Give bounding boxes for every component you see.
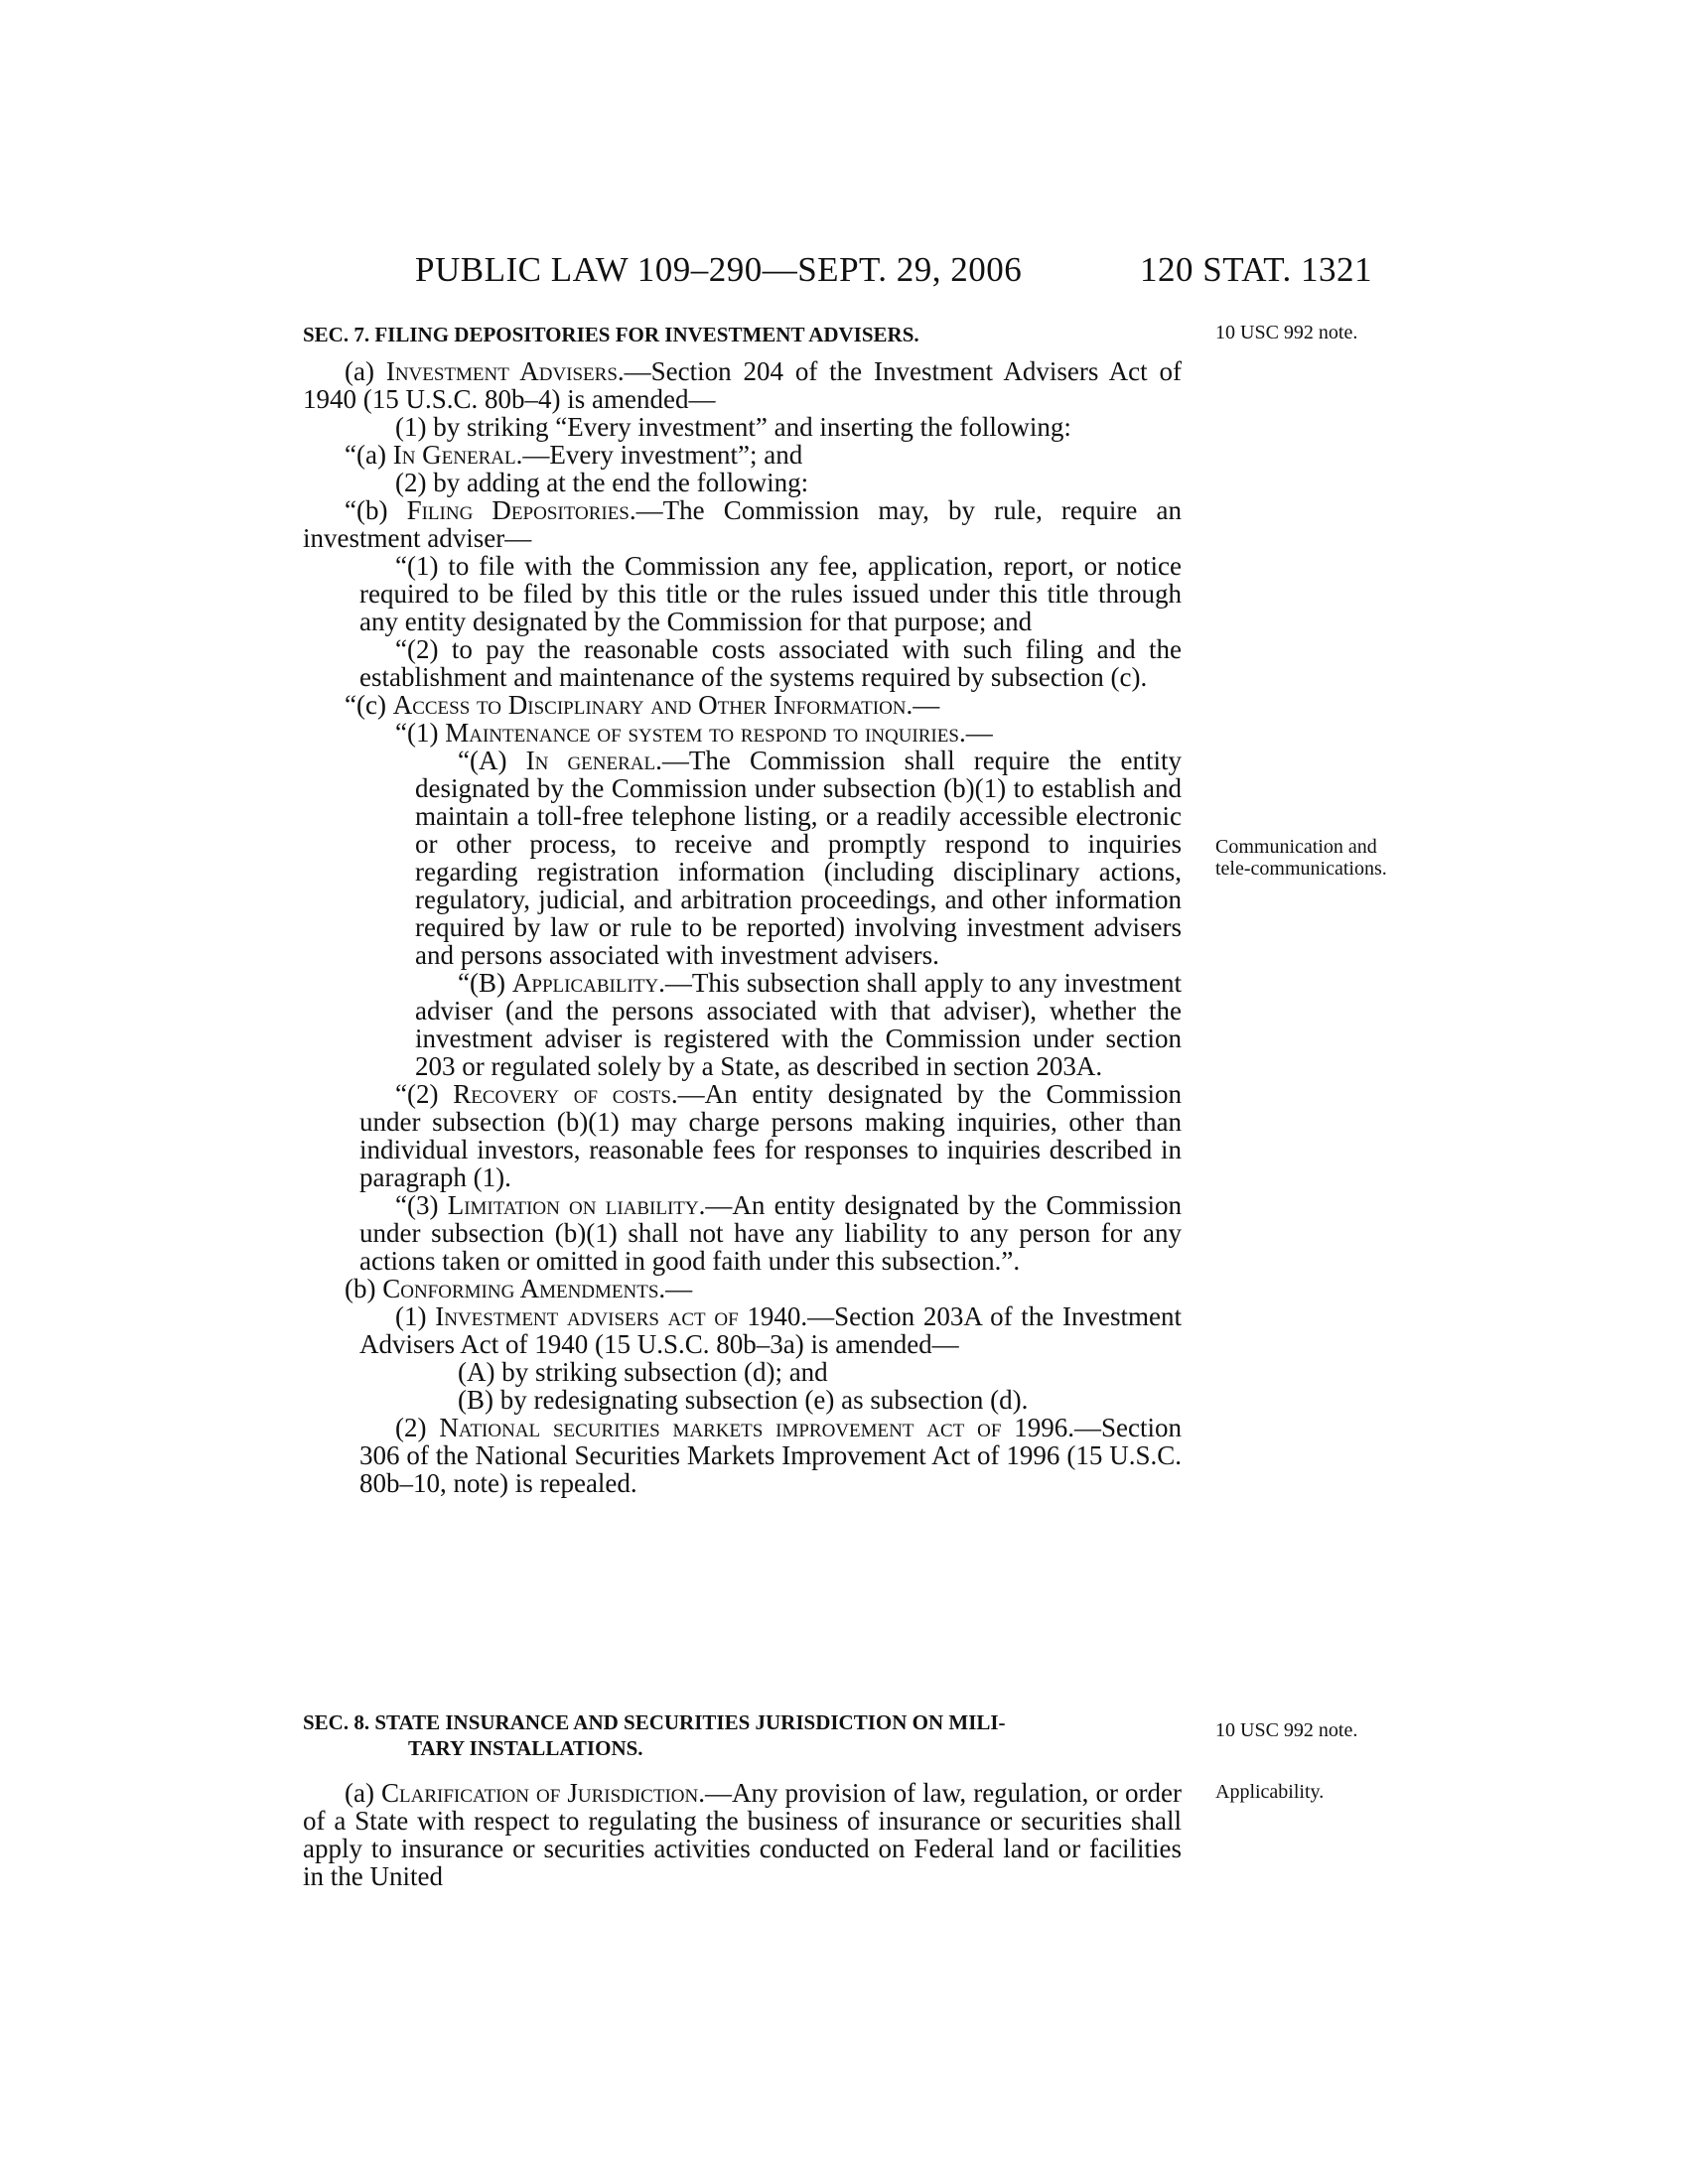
sec8-subsection-a: (a) Clarification of Jurisdiction.—Any provision of law, regulation, or order of a State with respect to regulating the business of insurance or securities shall apply to insurance or securities activities conducted on Federal land or facilities in the United (303, 1778, 1182, 1891)
sec7-conforming-1: (1) Investment advisers act of 1940.—Section 203A of the Investment Advisers Act of 1940 (15 U.S.C. 80b–3a) is amended— (359, 1301, 1182, 1359)
sec7-b-paragraph-1: “(1) to file with the Commission any fee, application, report, or notice required to be filed by this title or the rules issued under this title through any entity designated by the Commission for that purpose; and (359, 551, 1182, 636)
sec8-margin-note: 10 USC 992 note. (1215, 1719, 1358, 1741)
caption: Filing Depositories (406, 495, 630, 525)
running-head: PUBLIC LAW 109–290—SEPT. 29, 2006 (415, 250, 1023, 289)
sec7-conforming-2: (2) National securities markets improvement act of 1996.—Section 306 of the National Securities Markets Improvement Act of 1996 (15 U.S.C. 80b–10, note) is repealed. (359, 1413, 1183, 1498)
caption: Investment Advisers (385, 356, 618, 386)
sec7-c-paragraph-3: “(3) Limitation on liability.—An entity designated by the Commission under subsection (b)(1) shall not have any liability to any person for any actions taken or omitted in good faith under this subsection.”. (359, 1190, 1182, 1276)
sec7-a-paragraph-2: (2) by adding at the end the following: (395, 468, 809, 497)
sec8-heading-line-1: SEC. 8. STATE INSURANCE AND SECURITIES JURISDICTION ON MILI- (303, 1710, 1006, 1734)
sec7-c-paragraph-2: “(2) Recovery of costs.—An entity designated by the Commission under subsection (b)(1) may charge persons making inquiries, other than individual investors, reasonable fees for responses to inquiries described in paragraph (1). (359, 1079, 1182, 1192)
caption: Limitation on liability (447, 1190, 699, 1220)
sec7-conforming-1-A: (A) by striking subsection (d); and (458, 1357, 828, 1387)
sec7-b-paragraph-2: “(2) to pay the reasonable costs associated with such filing and the establishment and maintenance of the systems required by subsection (c). (359, 634, 1182, 692)
caption: Recovery of costs (453, 1079, 671, 1109)
caption: Conforming Amendments (382, 1274, 659, 1303)
caption: Clarification of Jurisdiction (381, 1778, 699, 1808)
margin-note-text: Communication and tele-communications. (1215, 836, 1387, 880)
sec7-a-in-general: “(a) In General.—Every investment”; and (345, 440, 803, 470)
section-7 (303, 322, 1182, 1497)
caption: In general (525, 746, 656, 775)
sec8-heading-line-2: TARY INSTALLATIONS. (408, 1736, 643, 1760)
caption: Investment advisers act of 1940 (435, 1301, 801, 1331)
applicability-margin-note: Applicability. (1215, 1781, 1325, 1803)
sec7-conforming-amendments: (b) Conforming Amendments.— (345, 1274, 693, 1303)
sec7-c-access: “(c) Access to Disciplinary and Other Information.— (345, 690, 940, 720)
sec7-b-filing-depositories: “(b) Filing Depositories.—The Commission may, by rule, require an investment adviser— (303, 495, 1182, 553)
stat-page-reference: 120 STAT. 1321 (1140, 250, 1372, 289)
communications-margin-note (1215, 836, 1394, 880)
sec7-heading: SEC. 7. FILING DEPOSITORIES FOR INVESTMENT ADVISERS. (303, 323, 919, 346)
sec7-conforming-1-B: (B) by redesignating subsection (e) as subsection (d). (458, 1385, 1029, 1415)
sec7-c-1-A: “(A) In general.—The Commission shall require the entity designated by the Commission under subsection (b)(1) to establish and maintain a toll-free telephone listing, or a readily accessible electronic or other process, to receive and promptly respond to inquiries regarding registration information (including disciplinary actions, regulatory, judicial, and arbitration proceedings, and other information required by law or rule to be reported) involving investment advisers and persons associated with investment advisers. (415, 746, 1182, 970)
caption: Access to Disciplinary and Other Information (392, 690, 907, 720)
sec7-c-paragraph-1: “(1) Maintenance of system to respond to inquiries.— (395, 718, 993, 748)
caption: National securities markets improvement act of (439, 1413, 1002, 1442)
sec7-subsection-a: (a) Investment Advisers.—Section 204 of the Investment Advisers Act of 1940 (15 U.S.C. 80b–4) is amended— (303, 356, 1183, 414)
sec7-margin-note: 10 USC 992 note. (1215, 322, 1358, 343)
sec7-a-paragraph-1: (1) by striking “Every investment” and inserting the following: (395, 412, 1071, 442)
caption: In General (392, 440, 516, 470)
sec7-c-1-B: “(B) Applicability.—This subsection shall apply to any investment adviser (and the persons associated with that adviser), whether the investment adviser is registered with the Commission under section 203 or regulated solely by a State, as described in section 203A. (415, 968, 1182, 1081)
caption: Applicability (511, 968, 659, 998)
caption: Maintenance of system to respond to inquiries (445, 718, 959, 748)
section-8 (303, 1709, 1182, 1890)
